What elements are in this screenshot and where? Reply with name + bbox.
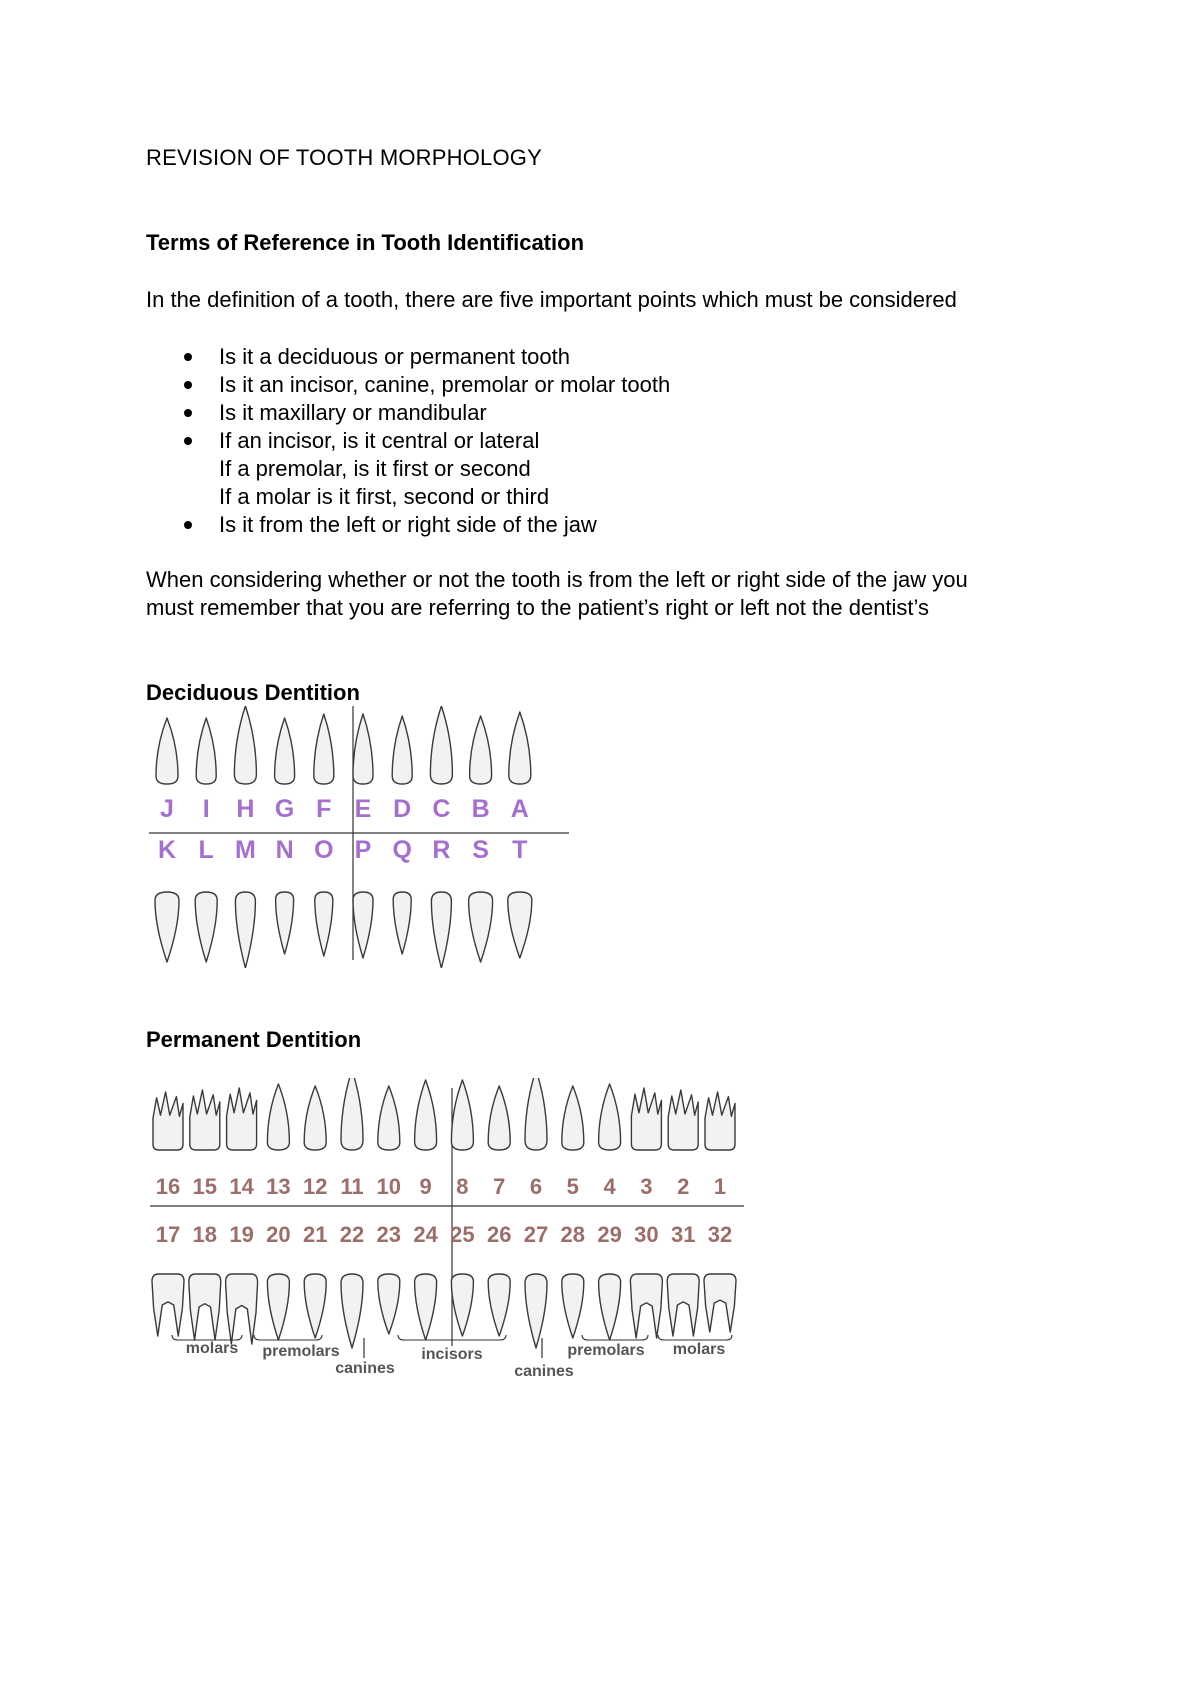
deciduous-upper-tooth: [234, 706, 256, 784]
permanent-lower-number: 26: [486, 1222, 512, 1247]
deciduous-upper-tooth: [470, 716, 492, 784]
deciduous-upper-label: H: [236, 795, 255, 823]
permanent-lower-molar: [704, 1274, 736, 1332]
deciduous-lower-tooth: [195, 892, 217, 962]
permanent-chart: [146, 1078, 756, 1383]
tooth-group-label: molars: [185, 1340, 239, 1357]
permanent-upper-number: 14: [229, 1174, 254, 1199]
permanent-upper-tooth: [267, 1084, 289, 1150]
group-bracket: [254, 1335, 322, 1340]
deciduous-lower-label: S: [472, 836, 489, 864]
permanent-lower-tooth: [341, 1274, 363, 1348]
criteria-item: Is it from the left or right side of the jaw: [146, 511, 670, 539]
tooth-group-label: canines: [335, 1360, 395, 1377]
deciduous-heading: Deciduous Dentition: [146, 680, 360, 705]
permanent-upper-number: 5: [566, 1174, 579, 1199]
permanent-lower-tooth: [378, 1274, 400, 1334]
permanent-upper-tooth: [378, 1086, 400, 1150]
permanent-lower-molar: [667, 1274, 699, 1336]
deciduous-lower-label: Q: [392, 836, 412, 864]
permanent-upper-tooth: [525, 1078, 547, 1150]
deciduous-lower-label: L: [198, 836, 214, 864]
criteria-item: Is it maxillary or mandibular: [146, 399, 670, 427]
permanent-lower-tooth: [451, 1274, 473, 1336]
permanent-lower-molar: [152, 1274, 184, 1336]
deciduous-upper-label: C: [432, 795, 451, 823]
deciduous-upper-tooth: [196, 718, 216, 784]
permanent-lower-molar: [226, 1274, 258, 1344]
permanent-lower-tooth: [562, 1274, 584, 1338]
permanent-upper-number: 10: [376, 1174, 402, 1199]
deciduous-lower-tooth: [276, 892, 294, 954]
deciduous-lower-label: P: [354, 836, 372, 864]
permanent-lower-number: 29: [597, 1222, 622, 1247]
permanent-lower-tooth: [525, 1274, 547, 1348]
deciduous-lower-label: O: [314, 836, 334, 864]
permanent-upper-tooth: [562, 1086, 584, 1150]
deciduous-lower-tooth: [393, 892, 411, 954]
permanent-lower-number: 17: [155, 1222, 181, 1247]
deciduous-upper-label: A: [510, 795, 529, 823]
deciduous-lower-label: M: [234, 836, 256, 864]
permanent-lower-tooth: [304, 1274, 326, 1338]
permanent-upper-number: 8: [456, 1174, 469, 1199]
intro-paragraph: In the definition of a tooth, there are five important points which must be considered: [146, 287, 957, 312]
permanent-upper-tooth: [341, 1078, 363, 1150]
tooth-group-label: premolars: [262, 1343, 340, 1360]
bullet-dot-icon: [184, 381, 192, 389]
permanent-upper-number: 12: [302, 1174, 328, 1199]
deciduous-lower-tooth: [353, 892, 373, 958]
deciduous-upper-tooth: [392, 716, 412, 784]
permanent-lower-tooth: [599, 1274, 621, 1340]
permanent-lower-number: 30: [634, 1222, 659, 1247]
bullet-dot-icon: [184, 353, 192, 361]
criteria-item: Is it a deciduous or permanent tooth: [146, 343, 670, 371]
tooth-group-label: incisors: [421, 1346, 483, 1363]
deciduous-lower-tooth: [235, 892, 255, 968]
permanent-lower-molar: [189, 1274, 221, 1340]
criteria-item: If an incisor, is it central or lateral If a premolar, is it first or second If a molar is it first, second or third: [146, 427, 670, 511]
deciduous-upper-tooth: [353, 714, 373, 784]
group-bracket: [582, 1335, 648, 1340]
side-note-paragraph: When considering whether or not the tooth is from the left or right side of the jaw you must remember that you are referring to the patient’s right or left not the dentist’s: [146, 567, 968, 620]
deciduous-upper-tooth: [156, 718, 178, 784]
bullet-dot-icon: [184, 521, 192, 529]
tooth-group-label: premolars: [567, 1342, 645, 1359]
deciduous-lower-tooth: [469, 892, 493, 962]
permanent-upper-tooth: [415, 1080, 437, 1150]
permanent-upper-number: 11: [340, 1174, 364, 1199]
deciduous-lower-label: N: [275, 836, 294, 864]
permanent-lower-number: 23: [376, 1222, 402, 1247]
deciduous-lower-tooth: [508, 892, 532, 958]
permanent-upper-number: 7: [493, 1174, 506, 1199]
permanent-upper-molar: [190, 1090, 220, 1150]
permanent-upper-molar: [227, 1088, 257, 1150]
permanent-upper-number: 1: [713, 1174, 727, 1199]
permanent-upper-tooth: [599, 1084, 621, 1150]
deciduous-upper-label: B: [471, 795, 490, 823]
permanent-lower-number: 27: [523, 1222, 549, 1247]
deciduous-lower-label: T: [512, 836, 528, 864]
deciduous-upper-tooth: [430, 706, 452, 784]
tooth-group-label: canines: [514, 1363, 574, 1380]
permanent-lower-number: 20: [266, 1222, 291, 1247]
deciduous-chart: [146, 706, 576, 968]
permanent-upper-molar: [705, 1092, 735, 1150]
deciduous-lower-label: K: [157, 836, 177, 864]
permanent-upper-tooth: [304, 1086, 326, 1150]
permanent-lower-molar: [630, 1274, 662, 1338]
permanent-upper-number: 16: [155, 1174, 181, 1199]
permanent-upper-number: 15: [192, 1174, 218, 1199]
permanent-upper-number: 3: [640, 1174, 653, 1199]
criteria-item: Is it an incisor, canine, premolar or molar tooth: [146, 371, 670, 399]
permanent-lower-number: 19: [229, 1222, 254, 1247]
permanent-lower-number: 24: [413, 1222, 438, 1247]
permanent-upper-tooth: [488, 1086, 510, 1150]
permanent-lower-number: 18: [192, 1222, 218, 1247]
permanent-lower-tooth: [488, 1274, 510, 1336]
deciduous-upper-label: J: [160, 795, 174, 823]
deciduous-upper-label: D: [393, 795, 412, 823]
permanent-upper-molar: [668, 1090, 698, 1150]
deciduous-upper-label: I: [202, 795, 210, 823]
permanent-lower-number: 28: [560, 1222, 586, 1247]
permanent-lower-tooth: [415, 1274, 437, 1340]
deciduous-upper-label: G: [274, 795, 295, 823]
deciduous-lower-label: R: [432, 836, 451, 864]
permanent-upper-molar: [153, 1092, 183, 1150]
permanent-lower-number: 21: [302, 1222, 328, 1247]
permanent-upper-tooth: [451, 1080, 473, 1150]
deciduous-upper-tooth: [275, 718, 295, 784]
terms-heading: Terms of Reference in Tooth Identification: [146, 230, 585, 255]
permanent-upper-number: 6: [529, 1174, 543, 1199]
group-bracket: [658, 1335, 732, 1340]
criteria-list: [146, 343, 670, 539]
deciduous-lower-tooth: [431, 892, 451, 968]
page-title: REVISION OF TOOTH MORPHOLOGY: [146, 145, 542, 170]
permanent-upper-molar: [631, 1088, 661, 1150]
permanent-lower-number: 22: [339, 1222, 365, 1247]
permanent-upper-number: 2: [677, 1174, 690, 1199]
deciduous-upper-tooth: [314, 714, 334, 784]
deciduous-upper-label: E: [354, 795, 372, 823]
bullet-dot-icon: [184, 409, 192, 417]
permanent-lower-number: 32: [707, 1222, 733, 1247]
bullet-dot-icon: [184, 437, 192, 445]
deciduous-lower-tooth: [155, 892, 179, 962]
permanent-lower-number: 31: [670, 1222, 696, 1247]
permanent-heading: Permanent Dentition: [146, 1027, 362, 1052]
permanent-upper-number: 4: [603, 1174, 616, 1199]
permanent-upper-number: 13: [266, 1174, 291, 1199]
deciduous-lower-tooth: [315, 892, 333, 956]
permanent-lower-number: 25: [450, 1222, 475, 1247]
deciduous-upper-label: F: [316, 795, 332, 823]
deciduous-upper-tooth: [509, 712, 531, 784]
permanent-lower-tooth: [267, 1274, 289, 1340]
permanent-upper-number: 9: [419, 1174, 432, 1199]
tooth-group-label: molars: [672, 1341, 726, 1358]
